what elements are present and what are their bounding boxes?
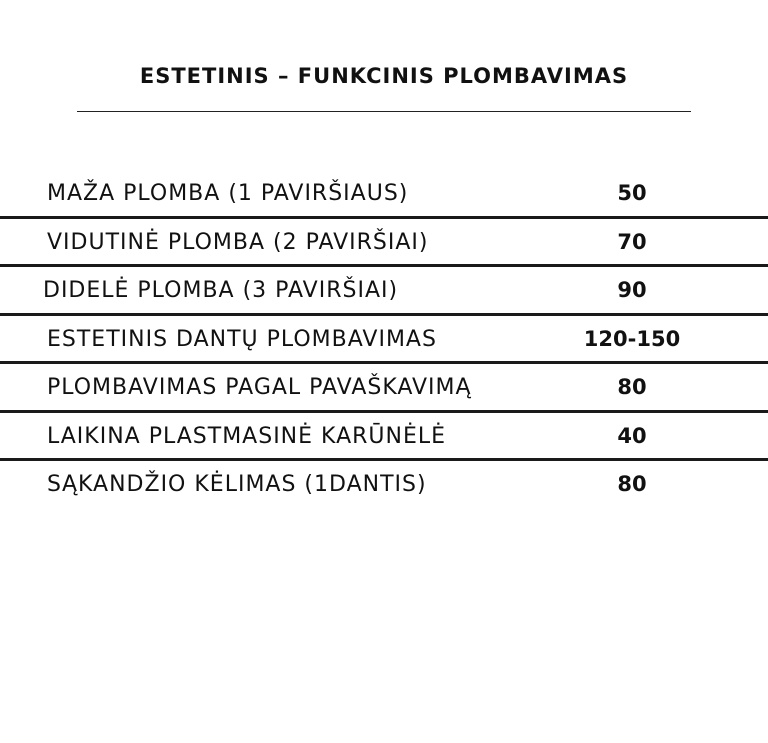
service-name: SĄKANDŽIO KĖLIMAS (1DANTIS) — [47, 472, 427, 497]
service-price: 120-150 — [583, 326, 681, 351]
service-price: 40 — [617, 423, 647, 448]
service-price: 80 — [617, 375, 647, 399]
price-row — [0, 267, 768, 316]
service-price: 50 — [617, 181, 647, 205]
price-row — [0, 219, 768, 268]
price-list — [0, 170, 768, 510]
service-name: ESTETINIS DANTŲ PLOMBAVIMAS — [47, 326, 437, 352]
price-row — [0, 461, 768, 510]
price-row — [0, 364, 768, 413]
service-name: MAŽA PLOMBA (1 PAVIRŠIAUS) — [47, 181, 409, 206]
price-row — [0, 170, 768, 219]
service-price: 70 — [617, 229, 647, 254]
service-price: 80 — [617, 472, 647, 496]
price-row — [0, 413, 768, 462]
page-title: ESTETINIS – FUNKCINIS PLOMBAVIMAS — [139, 64, 629, 88]
title-divider — [77, 111, 691, 112]
service-name: LAIKINA PLASTMASINĖ KARŪNĖLĖ — [47, 423, 447, 449]
service-price: 90 — [617, 278, 647, 302]
price-row — [0, 316, 768, 365]
service-name: PLOMBAVIMAS PAGAL PAVAŠKAVIMĄ — [47, 375, 472, 400]
service-name: VIDUTINĖ PLOMBA (2 PAVIRŠIAI) — [47, 229, 429, 255]
service-name: DIDELĖ PLOMBA (3 PAVIRŠIAI) — [43, 278, 399, 303]
